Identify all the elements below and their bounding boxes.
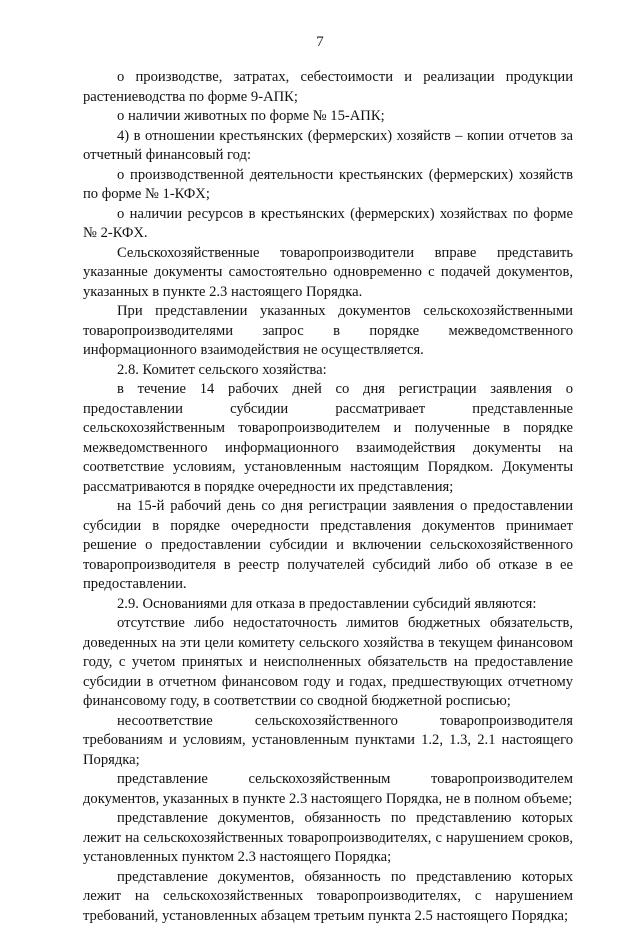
paragraph: о производственной деятельности крестьянских (фермерских) хозяйств по форме № 1-КФХ;	[83, 166, 573, 205]
page-number: 7	[0, 34, 640, 51]
paragraph: представление документов, обязанность по представлению которых лежит на сельскохозяйственных товаропроизводителях, с нарушением сроков, установленных пунктом 2.3 настоящего Порядка;	[83, 809, 573, 868]
paragraph: представление сельскохозяйственным товаропроизводителем документов, указанных в пункте 2.3 настоящего Порядка, не в полном объеме;	[83, 770, 573, 809]
paragraph: несоответствие сельскохозяйственного товаропроизводителя требованиям и условиям, установленным пунктами 1.2, 1.3, 2.1 настоящего Порядка;	[83, 712, 573, 771]
paragraph: отсутствие либо недостаточность лимитов бюджетных обязательств, доведенных на эти цели комитету сельского хозяйства в текущем финансовом году, с учетом принятых и неисполненных обязательств на предоставление субсидии в отчетном финансовом году и годах, предшествующих отчетному финансовому году, в соответствии со сводной бюджетной росписью;	[83, 614, 573, 712]
paragraph: на 15-й рабочий день со дня регистрации заявления о предоставлении субсидии в порядке очередности представления документов принимает решение о предоставлении субсидии и включении сельскохозяйственного товаропроизводителя в реестр получателей субсидий либо об отказе в ее предоставлении.	[83, 497, 573, 595]
section-heading: 2.8. Комитет сельского хозяйства:	[83, 361, 573, 381]
paragraph: представление документов, обязанность по представлению которых лежит на сельскохозяйственных товаропроизводителях, с нарушением требований, установленных абзацем третьим пункта 2.5 настоящего Порядка;	[83, 868, 573, 926]
paragraph: При представлении указанных документов сельскохозяйственными товаропроизводителями запрос в порядке межведомственного информационного взаимодействия не осуществляется.	[83, 302, 573, 361]
section-heading: 2.9. Основаниями для отказа в предоставлении субсидий являются:	[83, 595, 573, 615]
paragraph: о наличии животных по форме № 15-АПК;	[83, 107, 573, 127]
paragraph: Сельскохозяйственные товаропроизводители вправе представить указанные документы самостоятельно одновременно с подачей документов, указанных в пункте 2.3 настоящего Порядка.	[83, 244, 573, 303]
paragraph: о наличии ресурсов в крестьянских (фермерских) хозяйствах по форме № 2-КФХ.	[83, 205, 573, 244]
paragraph: 4) в отношении крестьянских (фермерских) хозяйств – копии отчетов за отчетный финансовый год:	[83, 127, 573, 166]
document-body	[83, 68, 573, 926]
paragraph: в течение 14 рабочих дней со дня регистрации заявления о предоставлении субсидии рассматривает представленные сельскохозяйственным товаропроизводителем и полученные в порядке межведомственного информационного взаимодействия документы на соответствие условиям, установленным настоящим Порядком. Документы рассматриваются в порядке очередности их представления;	[83, 380, 573, 497]
paragraph: о производстве, затратах, себестоимости и реализации продукции растениеводства по форме 9-АПК;	[83, 68, 573, 107]
